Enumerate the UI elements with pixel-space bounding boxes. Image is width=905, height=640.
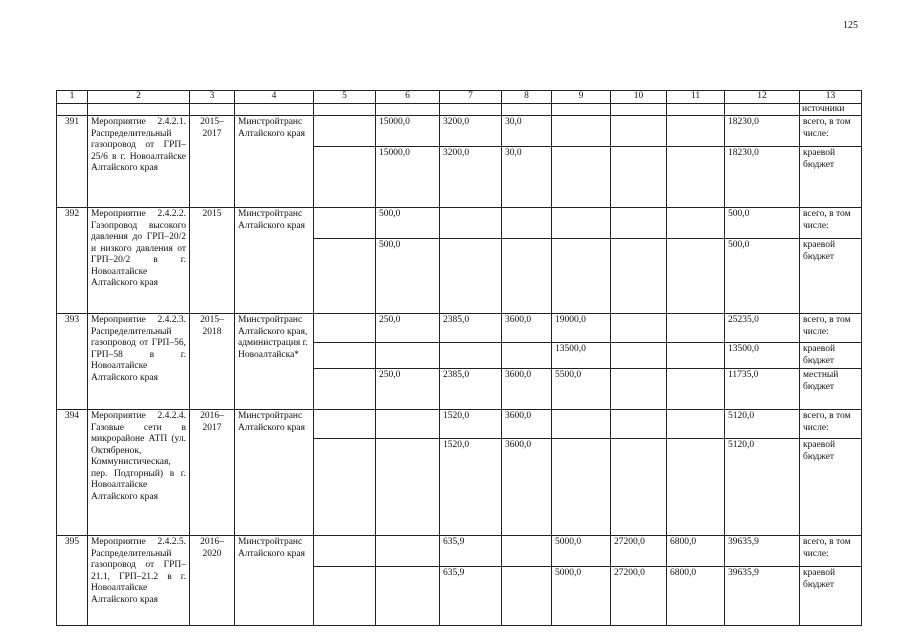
amount-c7 [440,239,502,314]
column-header: 9 [552,91,611,104]
measure-name: Мероприятие 2.4.2.1. Распределительный газопровод от ГРП–25/6 в г. Новоалтайске Алтайского края [88,116,190,208]
amount-c12: 18230,0 [725,147,800,208]
row-number: 395 [57,536,88,626]
measure-name: Мероприятие 2.4.2.2. Газопровод высокого давления до ГРП–20/2 и низкого давления от ГРП–20/2 в г. Новоалтайске Алтайского края [88,208,190,314]
table-body [57,91,862,626]
executor: Минстройтранс Алтайского края [235,410,314,536]
amount-c8: 3600,0 [502,439,552,536]
amount-c12: 39635,9 [725,536,800,567]
amount-c10 [611,343,667,369]
amount-c10 [611,116,667,147]
period: 2016–2020 [190,536,235,626]
amount-c6 [376,410,440,439]
funding-source: краевой бюджет [800,567,862,626]
amount-c6 [376,567,440,626]
amount-c7: 1520,0 [440,439,502,536]
amount-c12: 5120,0 [725,439,800,536]
amount-c10 [611,147,667,208]
amount-c8: 30,0 [502,147,552,208]
column-header: 2 [88,91,190,104]
amount-c11 [667,369,725,410]
amount-c6: 250,0 [376,314,440,343]
period: 2016–2017 [190,410,235,536]
amount-c11 [667,239,725,314]
amount-c12: 13500,0 [725,343,800,369]
amount-c11 [667,343,725,369]
measure-name: Мероприятие 2.4.2.3. Распределительный газопровод от ГРП–56, ГРП–58 в г. Новоалтайске Алтайского края [88,314,190,410]
column-header: 12 [725,91,800,104]
cell-col5 [314,116,376,147]
period: 2015–2018 [190,314,235,410]
amount-c10 [611,314,667,343]
amount-c12: 500,0 [725,239,800,314]
amount-c8 [502,239,552,314]
amount-c9 [552,116,611,147]
row-number: 393 [57,314,88,410]
table-row [57,410,862,439]
cell-col5 [314,239,376,314]
table-row [57,314,862,343]
column-header: 7 [440,91,502,104]
amount-c12: 11735,0 [725,369,800,410]
funding-source: краевой бюджет [800,439,862,536]
amount-c7: 1520,0 [440,410,502,439]
executor: Минстройтранс Алтайского края, администрация г. Новоалтайска* [235,314,314,410]
measure-name: Мероприятие 2.4.2.5. Распределительный газопровод от ГРП–21.1, ГРП–21.2 в г. Новоалтайске Алтайского края [88,536,190,626]
amount-c9: 13500,0 [552,343,611,369]
amount-c11 [667,314,725,343]
page-number: 125 [843,20,858,31]
amount-c11 [667,439,725,536]
header-row [57,91,862,104]
amount-c11: 6800,0 [667,567,725,626]
amount-c11: 6800,0 [667,536,725,567]
amount-c10 [611,439,667,536]
amount-c6 [376,439,440,536]
carry-over-text: источники [800,103,862,116]
amount-c10 [611,239,667,314]
column-header: 5 [314,91,376,104]
amount-c6 [376,536,440,567]
cell-col5 [314,567,376,626]
funding-source: краевой бюджет [800,147,862,208]
funding-source: краевой бюджет [800,343,862,369]
cell-col5 [314,439,376,536]
amount-c7: 2385,0 [440,369,502,410]
funding-source: местный бюджет [800,369,862,410]
amount-c11 [667,410,725,439]
period: 2015–2017 [190,116,235,208]
amount-c7: 3200,0 [440,116,502,147]
row-number: 392 [57,208,88,314]
cell-col5 [314,536,376,567]
amount-c10 [611,410,667,439]
amount-c8: 30,0 [502,116,552,147]
amount-c6: 500,0 [376,208,440,239]
executor: Минстройтранс Алтайского края [235,536,314,626]
budget-table [56,90,862,626]
amount-c12: 500,0 [725,208,800,239]
column-header: 1 [57,91,88,104]
cell-col5 [314,208,376,239]
amount-c7 [440,208,502,239]
cell-col5 [314,410,376,439]
amount-c12: 18230,0 [725,116,800,147]
table-row [57,536,862,567]
funding-source: краевой бюджет [800,239,862,314]
amount-c7: 635,9 [440,567,502,626]
cell-col5 [314,343,376,369]
amount-c11 [667,116,725,147]
amount-c10 [611,369,667,410]
executor: Минстройтранс Алтайского края [235,208,314,314]
amount-c8 [502,567,552,626]
amount-c9 [552,410,611,439]
amount-c9: 19000,0 [552,314,611,343]
amount-c11 [667,208,725,239]
amount-c7: 635,9 [440,536,502,567]
amount-c11 [667,147,725,208]
amount-c7 [440,343,502,369]
funding-source: всего, в том числе: [800,314,862,343]
funding-source: всего, в том числе: [800,116,862,147]
amount-c12: 25235,0 [725,314,800,343]
column-header: 13 [800,91,862,104]
column-header: 11 [667,91,725,104]
cell-col5 [314,314,376,343]
amount-c9 [552,147,611,208]
column-header: 6 [376,91,440,104]
amount-c8 [502,208,552,239]
amount-c6: 500,0 [376,239,440,314]
funding-source: всего, в том числе: [800,410,862,439]
amount-c12: 39635,9 [725,567,800,626]
amount-c9: 5000,0 [552,536,611,567]
measure-name: Мероприятие 2.4.2.4. Газовые сети в микрорайоне АТП (ул. Октябренок, Коммунистическая, пер. Подгорный) в г. Новоалтайске Алтайского края [88,410,190,536]
amount-c10: 27200,0 [611,536,667,567]
column-header: 4 [235,91,314,104]
period: 2015 [190,208,235,314]
table-row [57,116,862,147]
column-header: 8 [502,91,552,104]
amount-c8 [502,536,552,567]
row-number: 394 [57,410,88,536]
amount-c10 [611,208,667,239]
amount-c12: 5120,0 [725,410,800,439]
amount-c8: 3600,0 [502,314,552,343]
funding-source: всего, в том числе: [800,536,862,567]
table-row [57,208,862,239]
executor: Минстройтранс Алтайского края [235,116,314,208]
amount-c9 [552,439,611,536]
amount-c7: 2385,0 [440,314,502,343]
column-header: 10 [611,91,667,104]
carry-over-row [57,103,862,116]
amount-c6 [376,343,440,369]
amount-c6: 250,0 [376,369,440,410]
amount-c9: 5500,0 [552,369,611,410]
funding-source: всего, в том числе: [800,208,862,239]
amount-c6: 15000,0 [376,116,440,147]
amount-c9 [552,208,611,239]
amount-c8 [502,343,552,369]
amount-c9: 5000,0 [552,567,611,626]
column-header: 3 [190,91,235,104]
cell-col5 [314,369,376,410]
cell-col5 [314,147,376,208]
amount-c7: 3200,0 [440,147,502,208]
amount-c8: 3600,0 [502,410,552,439]
row-number: 391 [57,116,88,208]
amount-c10: 27200,0 [611,567,667,626]
amount-c9 [552,239,611,314]
amount-c8: 3600,0 [502,369,552,410]
amount-c6: 15000,0 [376,147,440,208]
